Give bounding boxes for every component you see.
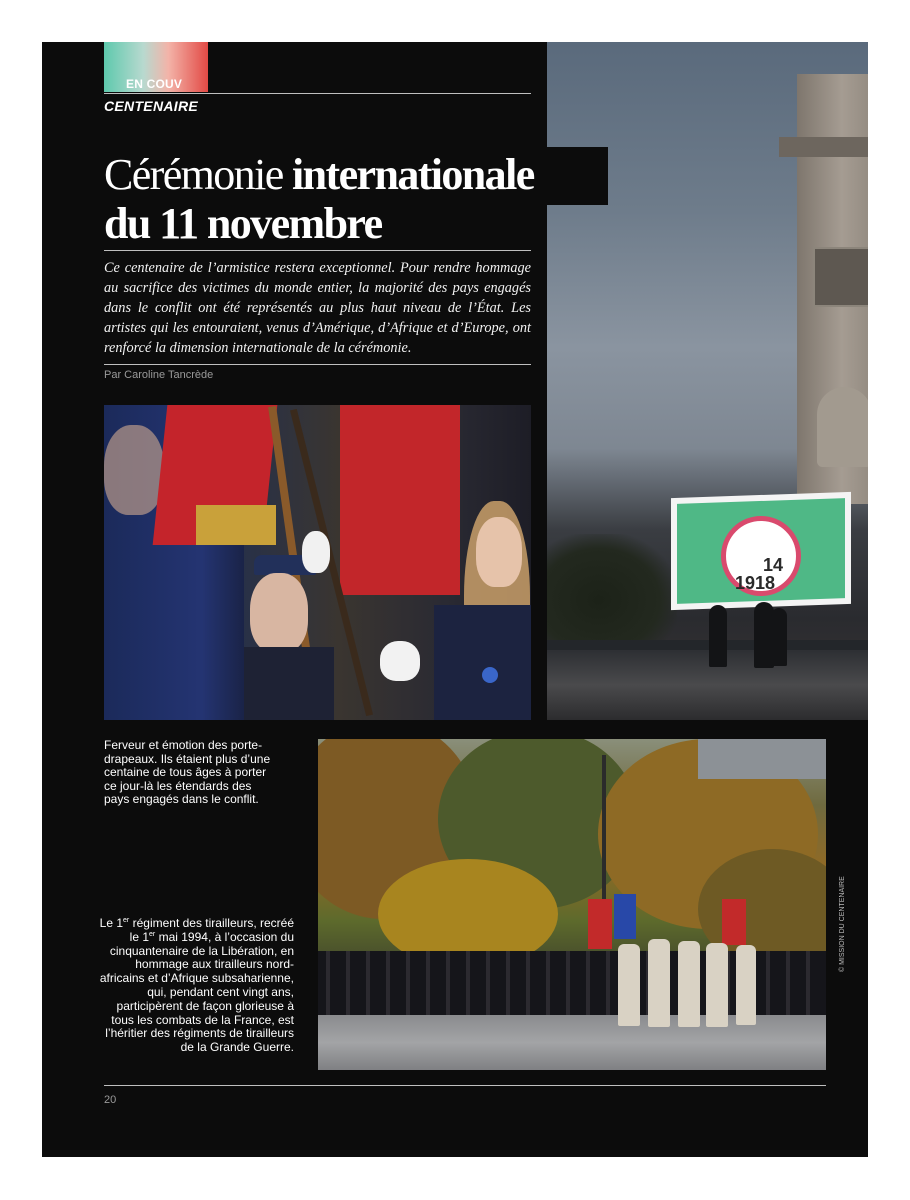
page-number: 20 — [104, 1094, 117, 1106]
person-silhouette — [771, 608, 787, 666]
building-roofs — [698, 739, 826, 779]
arch-cornice — [779, 137, 868, 157]
section-tag: EN COUV — [126, 77, 183, 91]
stage-rail — [547, 640, 868, 650]
regimental-flag — [614, 894, 636, 939]
centenaire-logo-text: 14 1918 — [735, 555, 784, 593]
gold-fringe — [196, 505, 276, 545]
arc-de-triomphe-photo — [547, 42, 868, 720]
red-banner — [340, 405, 460, 595]
arch-statue — [817, 387, 868, 467]
rubric-label: CENTENAIRE — [104, 98, 199, 114]
tirailleurs-parade-photo — [318, 739, 826, 1070]
trees-silhouette — [547, 534, 677, 644]
regimental-flag — [722, 899, 746, 945]
veteran-coat — [244, 647, 334, 720]
flags-caption: Ferveur et émotion des porte-drapeaux. Ils étaient plus d’une centaine de tous âges à porter ce jour-là les étendards des pays engagés dans le conflit. — [104, 738, 271, 807]
flag-bearers-photo — [104, 405, 531, 720]
article-lead: Ce centenaire de l’armistice restera exceptionnel. Pour rendre hommage au sacrifice des victimes du monde entier, la majorité des pays engagés dans le conflit ont été représentés au plus haut niveau de l’État. Les artistes qui les entouraient, venus d’Amérique, d’Afrique et d’Europe, ont renforcé la dimension internationale de la cérémonie. — [104, 260, 531, 356]
white-glove — [380, 641, 420, 681]
marching-tirailleur — [736, 945, 756, 1025]
marching-tirailleur — [618, 944, 640, 1026]
blurred-face — [104, 425, 164, 515]
photo-credit: © MISSION DU CENTENAIRE — [839, 876, 846, 972]
article-title: Cérémonie internationale du 11 novembre — [104, 150, 534, 248]
header-rule — [104, 93, 531, 94]
young-woman-face — [476, 517, 522, 587]
white-glove — [302, 531, 330, 573]
regimental-flag — [588, 899, 612, 949]
marching-tirailleur — [648, 939, 670, 1027]
footer-rule — [104, 1085, 826, 1086]
arch-relief — [813, 247, 868, 307]
magazine-page — [42, 42, 868, 1157]
parade-caption: Le 1er régiment des tirailleurs, recréé le 1er mai 1994, à l’occasion du cinquantenaire de la Libération, en hommage aux tirailleurs nord-africains et d’Afrique subsaharienne, qui, pendant cent vingt ans, participèrent de façon glorieuse à tous les combats de la France, est l’héritier des régiments de tirailleurs de la Grande Guerre. — [99, 916, 294, 1055]
veteran-face — [250, 573, 308, 653]
blue-cornflower-pin — [482, 667, 498, 683]
marching-tirailleur — [706, 943, 728, 1027]
navy-coat — [434, 605, 531, 720]
byline: Par Caroline Tancrède — [104, 369, 214, 381]
wet-pavement — [547, 650, 868, 720]
person-silhouette — [709, 605, 727, 667]
title-rule — [104, 250, 531, 251]
marching-tirailleur — [678, 941, 700, 1027]
lead-rule — [104, 364, 531, 365]
